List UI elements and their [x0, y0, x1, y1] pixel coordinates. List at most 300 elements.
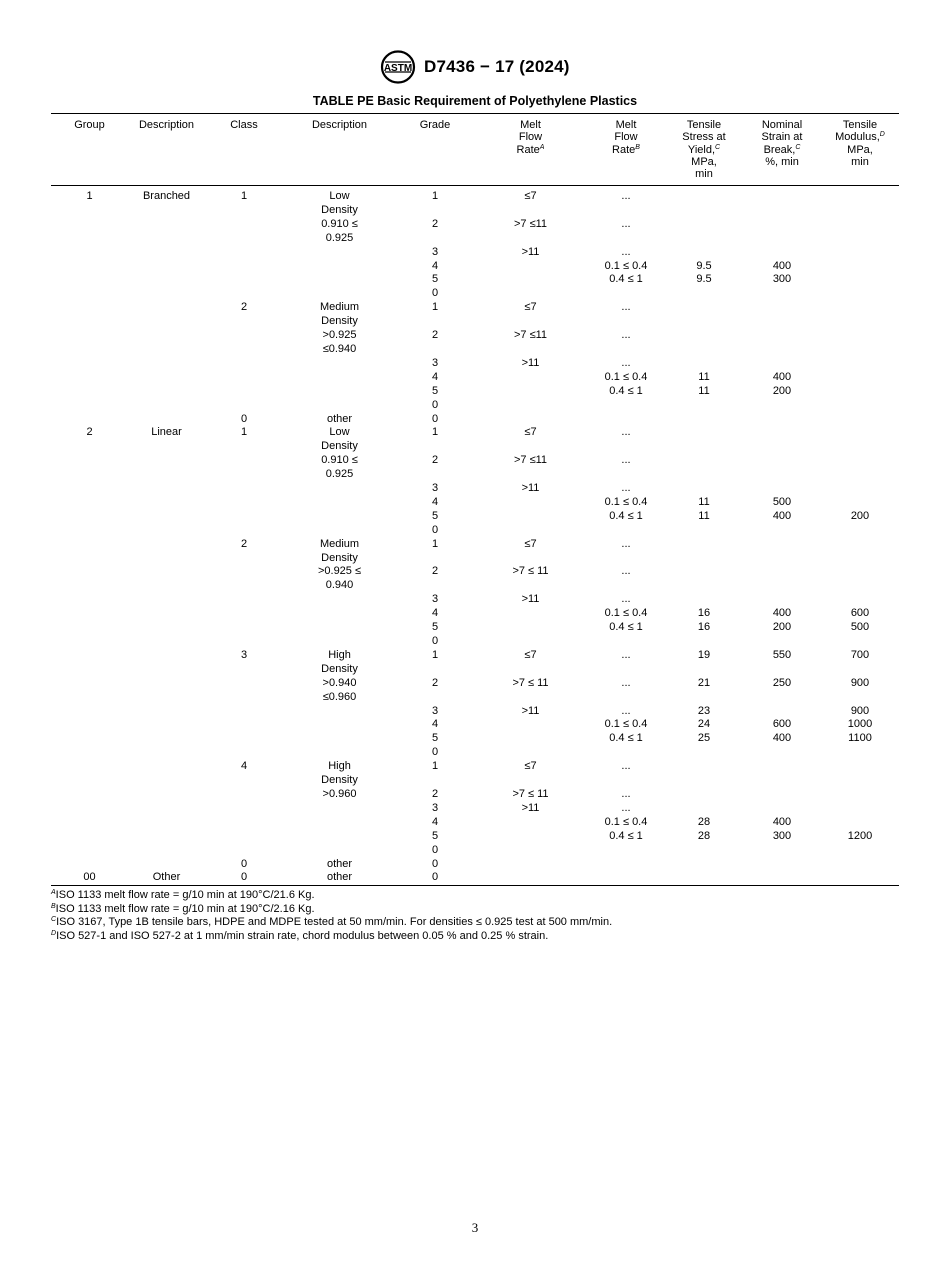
- table-cell: ...: [621, 245, 631, 258]
- table-cell: [665, 301, 743, 315]
- table-cell: [128, 385, 205, 399]
- table-cell: [128, 246, 205, 260]
- table-cell: [665, 579, 743, 593]
- table-cell: [128, 399, 205, 413]
- table-caption: TABLE PE Basic Requirement of Polyethylene Plastics: [312, 94, 638, 108]
- table-cell: [587, 232, 665, 246]
- table-cell: 11: [698, 384, 710, 397]
- table-cell: [743, 760, 821, 774]
- table-cell: [51, 593, 128, 607]
- table-cell: [128, 663, 205, 677]
- table-cell: [821, 788, 899, 802]
- table-cell: [51, 413, 128, 427]
- table-cell: 0.1 ≤ 0.4: [604, 815, 648, 828]
- table-cell: [51, 301, 128, 315]
- table-cell: [743, 691, 821, 705]
- table-cell: 4: [431, 607, 439, 620]
- table-cell: [821, 802, 899, 816]
- column-header-line: Modulus,: [835, 131, 880, 144]
- table-row: [51, 357, 899, 371]
- astm-logo-icon: [380, 50, 416, 84]
- table-cell: [51, 802, 128, 816]
- table-cell: [205, 663, 283, 677]
- table-cell: [128, 760, 205, 774]
- table-cell: Density: [321, 551, 358, 564]
- table-cell: [128, 607, 205, 621]
- table-cell: [128, 774, 205, 788]
- table-row: [51, 774, 899, 788]
- table-cell: [474, 816, 587, 830]
- table-cell: >0.925: [322, 329, 357, 342]
- table-cell: [283, 746, 396, 760]
- table-row: [51, 329, 899, 343]
- table-cell: 1000: [847, 718, 873, 731]
- table-cell: Medium: [319, 537, 360, 550]
- table-cell: [205, 204, 283, 218]
- table-cell: [205, 273, 283, 287]
- table-cell: 0.940: [325, 579, 354, 592]
- table-row: [51, 844, 899, 858]
- table-cell: [205, 468, 283, 482]
- table-cell: [396, 552, 474, 566]
- table-row: [51, 186, 899, 204]
- table-cell: ≤7: [524, 760, 537, 773]
- table-cell: [51, 232, 128, 246]
- table-cell: [283, 635, 396, 649]
- table-cell: [587, 287, 665, 301]
- table-cell: ...: [621, 801, 631, 814]
- table-cell: [51, 718, 128, 732]
- table-cell: [821, 186, 899, 204]
- footnote-mark: C: [51, 916, 57, 924]
- table-cell: [743, 413, 821, 427]
- table-cell: >7 ≤ 11: [512, 787, 549, 800]
- table-cell: [474, 663, 587, 677]
- table-cell: [587, 204, 665, 218]
- column-header-label: Class: [230, 119, 258, 131]
- table-cell: [821, 663, 899, 677]
- table-cell: [743, 343, 821, 357]
- table-cell: [587, 315, 665, 329]
- table-cell: [128, 371, 205, 385]
- table-cell: [821, 579, 899, 593]
- table-cell: [283, 705, 396, 719]
- table-cell: 4: [431, 815, 439, 828]
- table-cell: [205, 691, 283, 705]
- table-cell: [205, 635, 283, 649]
- table-cell: [205, 218, 283, 232]
- table-cell: >11: [521, 245, 540, 258]
- table-row: [51, 635, 899, 649]
- table-cell: [205, 593, 283, 607]
- footnote-mark: A: [51, 889, 56, 896]
- table-cell: 0.4 ≤ 1: [609, 621, 643, 634]
- astm-logo-text: ASTM: [383, 63, 413, 74]
- table-cell: [665, 357, 743, 371]
- table-cell: [821, 343, 899, 357]
- table-cell: [51, 399, 128, 413]
- table-cell: Linear: [151, 426, 182, 439]
- table-cell: [821, 315, 899, 329]
- table-cell: 1: [240, 426, 248, 439]
- table-cell: 23: [697, 704, 711, 717]
- table-cell: [665, 593, 743, 607]
- table-cell: [474, 524, 587, 538]
- table-cell: [665, 287, 743, 301]
- table-cell: [128, 454, 205, 468]
- table-cell: [128, 538, 205, 552]
- table-cell: Density: [321, 440, 358, 453]
- table-cell: [205, 524, 283, 538]
- table-cell: >0.940: [322, 676, 357, 689]
- table-cell: 5: [431, 829, 439, 842]
- table-cell: 400: [772, 607, 792, 620]
- column-header-line: Strain at: [761, 131, 803, 144]
- table-cell: ...: [621, 704, 631, 717]
- table-row: [51, 246, 899, 260]
- table-cell: [821, 426, 899, 440]
- table-cell: [821, 246, 899, 260]
- table-row: [51, 802, 899, 816]
- table-cell: [283, 607, 396, 621]
- column-header-line: MPa,: [691, 155, 717, 168]
- table-cell: Density: [321, 662, 358, 675]
- table-cell: [205, 329, 283, 343]
- table-cell: [743, 858, 821, 872]
- table-cell: [665, 204, 743, 218]
- table-row: [51, 858, 899, 872]
- table-cell: [396, 468, 474, 482]
- table-row: [51, 468, 899, 482]
- table-cell: [821, 524, 899, 538]
- table-cell: [665, 343, 743, 357]
- table-cell: [587, 579, 665, 593]
- table-cell: ...: [621, 676, 631, 689]
- table-cell: 1: [431, 190, 439, 202]
- table-cell: [743, 746, 821, 760]
- table-cell: [474, 510, 587, 524]
- table-cell: Branched: [142, 190, 191, 202]
- footnote-mark: D: [51, 929, 57, 937]
- table-cell: [665, 440, 743, 454]
- table-cell: [396, 663, 474, 677]
- table-row: [51, 482, 899, 496]
- table-cell: [821, 440, 899, 454]
- table-row: [51, 204, 899, 218]
- column-header-line: Break,: [763, 143, 796, 156]
- footnote-mark: D: [879, 131, 885, 139]
- table-cell: [821, 399, 899, 413]
- table-cell: [665, 802, 743, 816]
- table-cell: 4: [240, 760, 248, 773]
- table-cell: [128, 315, 205, 329]
- table-cell: 0.1 ≤ 0.4: [604, 259, 648, 272]
- column-header-line: Flow: [614, 131, 638, 144]
- table-cell: [821, 468, 899, 482]
- table-cell: [396, 579, 474, 593]
- table-row: [51, 524, 899, 538]
- table-cell: [128, 621, 205, 635]
- table-cell: 400: [772, 259, 792, 272]
- requirements-table: [51, 113, 899, 886]
- table-cell: [283, 510, 396, 524]
- table-cell: [51, 538, 128, 552]
- table-cell: [205, 552, 283, 566]
- table-cell: [665, 565, 743, 579]
- table-cell: [205, 621, 283, 635]
- table-cell: [821, 301, 899, 315]
- table-cell: [51, 496, 128, 510]
- table-cell: 2: [240, 537, 248, 550]
- table-cell: 3: [240, 648, 248, 661]
- table-cell: [665, 774, 743, 788]
- table-row: [51, 287, 899, 301]
- table-cell: [587, 524, 665, 538]
- table-cell: [743, 232, 821, 246]
- table-cell: 500: [772, 495, 792, 508]
- table-cell: 4: [431, 718, 439, 731]
- table-cell: [821, 691, 899, 705]
- table-cell: Low: [329, 190, 350, 202]
- table-cell: [587, 844, 665, 858]
- table-row: [51, 705, 899, 719]
- table-cell: [283, 482, 396, 496]
- table-cell: [743, 802, 821, 816]
- table-cell: 2: [86, 426, 93, 439]
- table-cell: >7 ≤11: [513, 217, 548, 230]
- table-cell: [51, 621, 128, 635]
- table-cell: [283, 593, 396, 607]
- table-cell: 0.4 ≤ 1: [609, 509, 643, 522]
- table-cell: 2: [240, 301, 248, 314]
- table-cell: 0.4 ≤ 1: [609, 732, 643, 745]
- table-cell: 3: [431, 593, 439, 606]
- table-cell: 1: [431, 426, 439, 439]
- column-header-line: Rate: [516, 143, 540, 156]
- table-cell: [821, 329, 899, 343]
- table-cell: [283, 844, 396, 858]
- table-cell: 0.4 ≤ 1: [609, 829, 643, 842]
- table-cell: [743, 844, 821, 858]
- table-cell: ≤7: [524, 426, 537, 439]
- table-cell: 11: [698, 509, 710, 522]
- table-cell: [743, 538, 821, 552]
- table-cell: ...: [621, 760, 631, 773]
- table-cell: 0: [431, 398, 439, 411]
- table-cell: [128, 788, 205, 802]
- table-cell: ...: [621, 482, 631, 495]
- table-cell: [665, 552, 743, 566]
- table-cell: 3: [431, 482, 439, 495]
- table-header-row: [51, 114, 899, 186]
- table-cell: [587, 858, 665, 872]
- table-cell: 2: [431, 454, 439, 467]
- table-cell: [474, 260, 587, 274]
- table-cell: [665, 315, 743, 329]
- table-cell: [665, 399, 743, 413]
- table-cell: >7 ≤ 11: [512, 676, 549, 689]
- table-cell: 0: [431, 523, 439, 536]
- table-cell: [743, 357, 821, 371]
- table-cell: [665, 760, 743, 774]
- table-cell: [587, 774, 665, 788]
- table-cell: [51, 371, 128, 385]
- table-cell: [587, 691, 665, 705]
- table-cell: [128, 746, 205, 760]
- column-header: [474, 114, 587, 186]
- column-header-line: Melt: [615, 119, 637, 131]
- table-cell: ...: [621, 537, 631, 550]
- table-cell: >11: [521, 801, 540, 814]
- table-cell: [474, 718, 587, 732]
- table-cell: 1: [431, 537, 439, 550]
- table-cell: [396, 232, 474, 246]
- table-cell: [128, 204, 205, 218]
- table-row: [51, 746, 899, 760]
- table-cell: [51, 343, 128, 357]
- table-cell: 5: [431, 384, 439, 397]
- table-cell: [587, 413, 665, 427]
- table-cell: [128, 816, 205, 830]
- table-cell: [665, 218, 743, 232]
- table-cell: Density: [321, 203, 358, 216]
- table-cell: ...: [621, 787, 631, 800]
- table-cell: 0.1 ≤ 0.4: [604, 718, 648, 731]
- table-cell: 600: [772, 718, 792, 731]
- footnote: [51, 916, 612, 930]
- table-cell: [743, 329, 821, 343]
- table-row: [51, 677, 899, 691]
- table-cell: [743, 454, 821, 468]
- table-cell: [205, 579, 283, 593]
- table-cell: [665, 691, 743, 705]
- table-cell: 5: [431, 732, 439, 745]
- table-cell: [743, 635, 821, 649]
- table-row: [51, 371, 899, 385]
- page-number: 3: [471, 1220, 479, 1235]
- table-cell: [743, 426, 821, 440]
- table-cell: 5: [431, 509, 439, 522]
- table-cell: [205, 774, 283, 788]
- table-cell: [128, 287, 205, 301]
- table-cell: [128, 524, 205, 538]
- table-cell: [283, 830, 396, 844]
- table-cell: [51, 287, 128, 301]
- table-cell: [51, 844, 128, 858]
- table-cell: 300: [772, 273, 792, 286]
- table-cell: 250: [772, 676, 792, 689]
- table-cell: [128, 468, 205, 482]
- table-cell: 3: [431, 245, 439, 258]
- table-cell: ...: [621, 217, 631, 230]
- table-cell: ...: [621, 301, 631, 314]
- table-cell: [821, 273, 899, 287]
- table-cell: [743, 482, 821, 496]
- table-cell: [283, 273, 396, 287]
- table-cell: [474, 732, 587, 746]
- table-cell: 200: [850, 509, 870, 522]
- table-cell: [821, 858, 899, 872]
- table-row: [51, 788, 899, 802]
- table-cell: [51, 746, 128, 760]
- table-cell: [51, 329, 128, 343]
- table-cell: 25: [697, 732, 711, 745]
- table-cell: [821, 357, 899, 371]
- table-cell: [205, 510, 283, 524]
- table-cell: 0: [431, 857, 439, 870]
- table-cell: >7 ≤11: [513, 454, 548, 467]
- table-cell: [128, 705, 205, 719]
- table-cell: [283, 621, 396, 635]
- table-cell: [821, 496, 899, 510]
- table-cell: ≤7: [524, 190, 537, 202]
- table-cell: [51, 385, 128, 399]
- table-cell: [51, 524, 128, 538]
- footnote-mark: B: [51, 902, 56, 910]
- table-cell: [51, 357, 128, 371]
- table-cell: >0.960: [322, 787, 357, 800]
- table-cell: [474, 287, 587, 301]
- table-row: [51, 454, 899, 468]
- table-cell: 0: [431, 287, 439, 300]
- table-cell: High: [328, 760, 351, 773]
- table-cell: [128, 260, 205, 274]
- table-cell: [128, 802, 205, 816]
- table-cell: ...: [621, 356, 631, 369]
- column-header-line: Yield,: [687, 143, 716, 156]
- table-cell: 500: [850, 621, 870, 634]
- table-cell: [51, 774, 128, 788]
- table-cell: 700: [850, 648, 870, 661]
- table-cell: [128, 329, 205, 343]
- table-cell: 0.1 ≤ 0.4: [604, 495, 648, 508]
- table-cell: >11: [521, 482, 540, 495]
- table-cell: [821, 746, 899, 760]
- table-cell: [474, 746, 587, 760]
- table-cell: [128, 273, 205, 287]
- table-cell: [205, 496, 283, 510]
- table-cell: [51, 454, 128, 468]
- table-cell: [821, 287, 899, 301]
- table-cell: [474, 273, 587, 287]
- table-body: [51, 186, 899, 886]
- table-cell: 400: [772, 815, 792, 828]
- table-cell: [205, 371, 283, 385]
- table-row: [51, 538, 899, 552]
- table-cell: [283, 399, 396, 413]
- table-cell: 0: [431, 635, 439, 647]
- table-cell: 1: [240, 190, 248, 202]
- column-header-label: Grade: [419, 119, 451, 131]
- table-cell: [474, 871, 587, 885]
- table-cell: [474, 579, 587, 593]
- table-cell: 3: [431, 356, 439, 369]
- footnote-mark: A: [539, 143, 545, 151]
- table-cell: [205, 343, 283, 357]
- table-cell: 2: [431, 787, 439, 800]
- table-cell: [51, 246, 128, 260]
- table-cell: [128, 301, 205, 315]
- table-cell: 200: [772, 384, 792, 397]
- column-header-line: Flow: [518, 131, 543, 144]
- table-cell: [205, 718, 283, 732]
- table-cell: 2: [431, 676, 439, 689]
- footnote-text: ISO 3167, Type 1B tensile bars, HDPE and MDPE tested at 50 mm/min. For densities ≤ 0.925 test at 500 mm/min.: [56, 916, 613, 929]
- table-cell: ...: [621, 648, 631, 661]
- table-cell: 2: [431, 565, 439, 578]
- footnote: [51, 903, 612, 917]
- document-number: D7436 − 17 (2024): [424, 57, 570, 76]
